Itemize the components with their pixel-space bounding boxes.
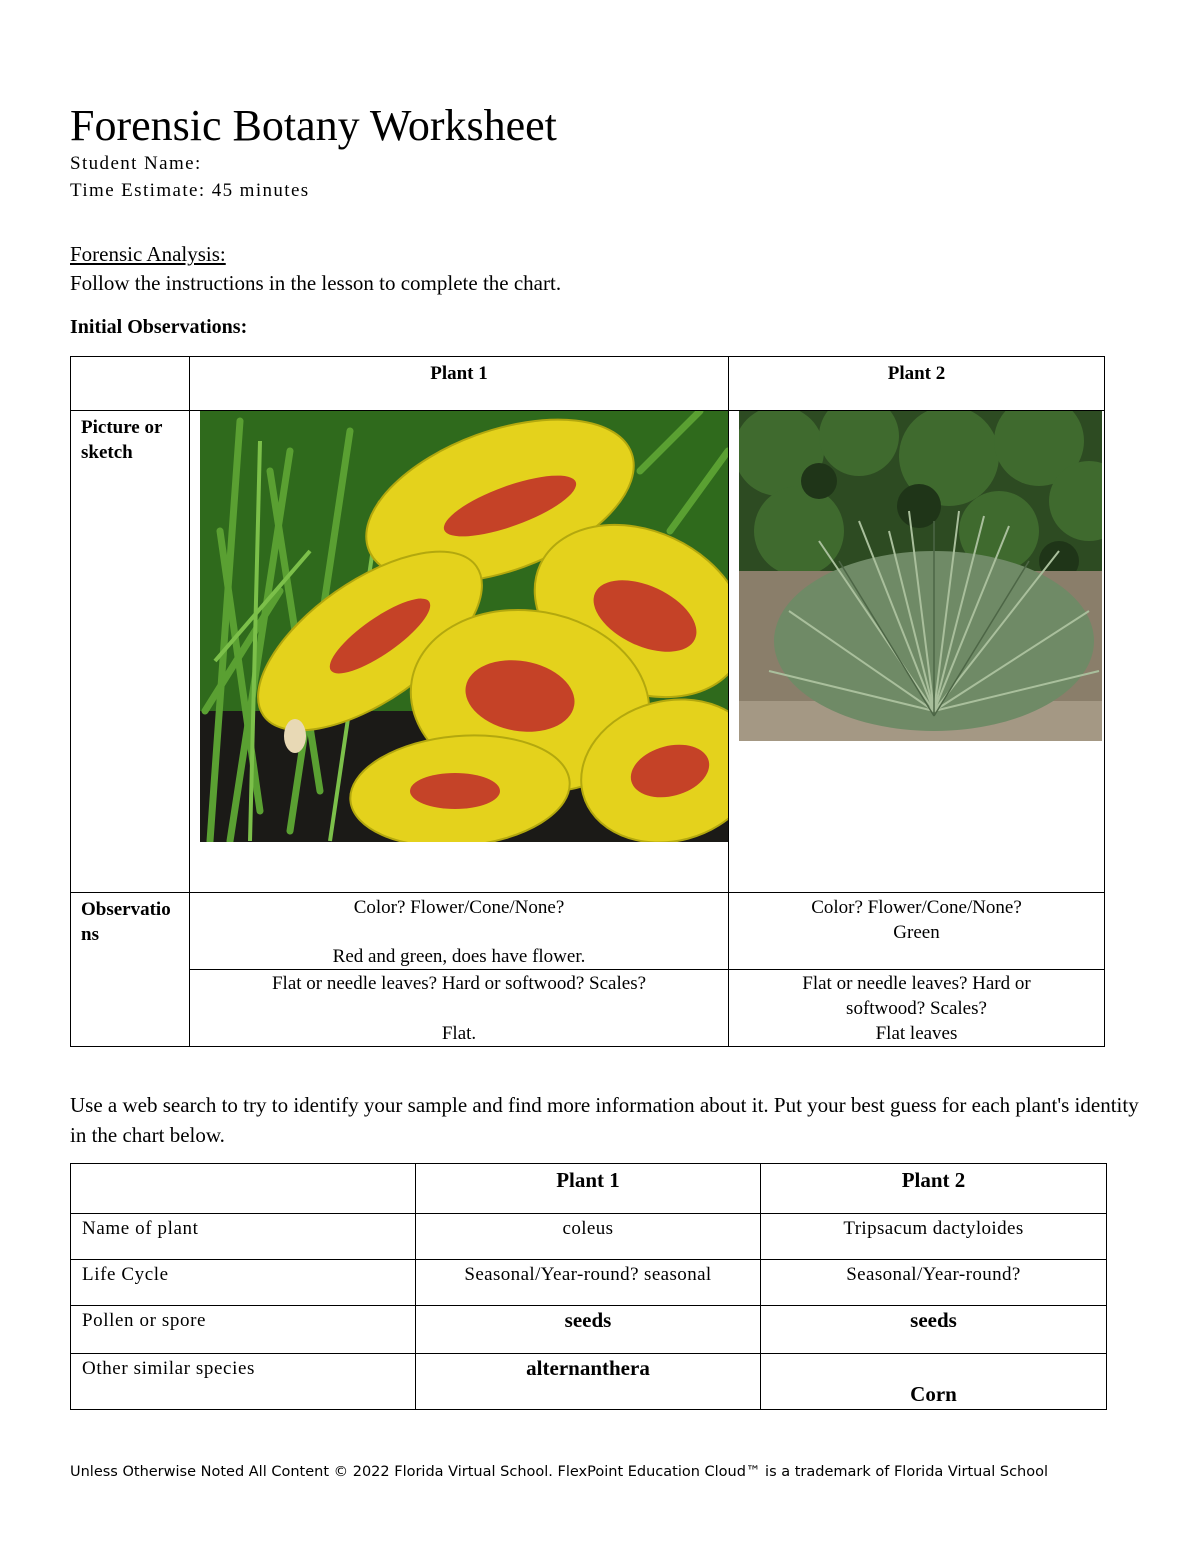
identification-intro: Use a web search to try to identify your sample and find more information about it. Put your best guess for each plant's identity in the chart below. <box>70 1093 1139 1147</box>
plant1-color-answer: Red and green, does have flower. <box>332 946 586 967</box>
initial-observations-heading: Initial Observations: <box>70 316 248 338</box>
identification-table <box>70 1163 1107 1410</box>
picture-or-sketch-label: Picture or sketch <box>71 411 190 893</box>
plant2-picture-cell <box>729 411 1105 893</box>
plant1-leaves-answer: Flat. <box>441 1023 477 1044</box>
coleus-photo <box>200 411 728 842</box>
plant1-color-cell <box>190 893 729 970</box>
plant2-life-cycle: Seasonal/Year-round? <box>761 1260 1107 1306</box>
forensic-analysis-heading: Forensic Analysis: <box>70 242 226 266</box>
plant1-leaves-prompt: Flat or needle leaves? Hard or softwood? Scales? <box>271 973 647 994</box>
plant2-leaves-prompt: Flat or needle leaves? Hard or softwood? Scales? <box>802 973 1031 1019</box>
copyright-footer: Unless Otherwise Noted All Content © 2022 Florida Virtual School. FlexPoint Education Cloud™ is a trademark of Florida Virtual School <box>70 1464 1049 1480</box>
identification-header-row <box>71 1164 1107 1214</box>
grass-photo <box>739 411 1102 741</box>
row-label-name: Name of plant <box>71 1214 416 1260</box>
plant1-life-cycle: Seasonal/Year-round? seasonal <box>416 1260 761 1306</box>
plant2-color-prompt: Color? Flower/Cone/None? <box>811 897 1022 918</box>
plant1-leaves-cell <box>190 970 729 1047</box>
table-row <box>71 1260 1107 1306</box>
plant2-leaves-answer: Flat leaves <box>875 1023 958 1044</box>
table-row <box>71 1354 1107 1410</box>
plant2-color-cell <box>729 893 1105 970</box>
page-title: Forensic Botany Worksheet <box>70 101 557 150</box>
plant1-name: coleus <box>416 1214 761 1260</box>
table-row <box>71 1306 1107 1354</box>
plant2-color-answer: Green <box>893 922 940 943</box>
id-plant1-header: Plant 1 <box>416 1164 761 1214</box>
plant2-leaves-cell <box>729 970 1105 1047</box>
observations-row-1 <box>71 893 1105 970</box>
table-row <box>71 1214 1107 1260</box>
picture-row <box>71 411 1105 893</box>
plant1-pollen: seeds <box>416 1306 761 1354</box>
instructions: Follow the instructions in the lesson to complete the chart. <box>70 271 562 295</box>
plant2-pollen: seeds <box>761 1306 1107 1354</box>
observations-row-2 <box>71 970 1105 1047</box>
row-label-life-cycle: Life Cycle <box>71 1260 416 1306</box>
plant1-similar: alternanthera <box>416 1354 761 1410</box>
plant1-header: Plant 1 <box>190 357 729 411</box>
plant1-color-prompt: Color? Flower/Cone/None? <box>353 897 565 918</box>
id-plant2-header: Plant 2 <box>761 1164 1107 1214</box>
row-label-pollen: Pollen or spore <box>71 1306 416 1354</box>
observations-table <box>70 356 1105 1047</box>
row-label-similar: Other similar species <box>71 1354 416 1410</box>
student-name-label: Student Name: <box>70 153 202 174</box>
plant2-header: Plant 2 <box>729 357 1105 411</box>
plant1-picture-cell <box>190 411 729 893</box>
observations-label: Observations <box>71 893 190 1047</box>
empty-header-cell <box>71 1164 416 1214</box>
empty-header-cell <box>71 357 190 411</box>
plant2-similar: Corn <box>761 1354 1107 1410</box>
plant2-name: Tripsacum dactyloides <box>761 1214 1107 1260</box>
observations-header-row <box>71 357 1105 411</box>
time-estimate: Time Estimate: 45 minutes <box>70 180 310 201</box>
